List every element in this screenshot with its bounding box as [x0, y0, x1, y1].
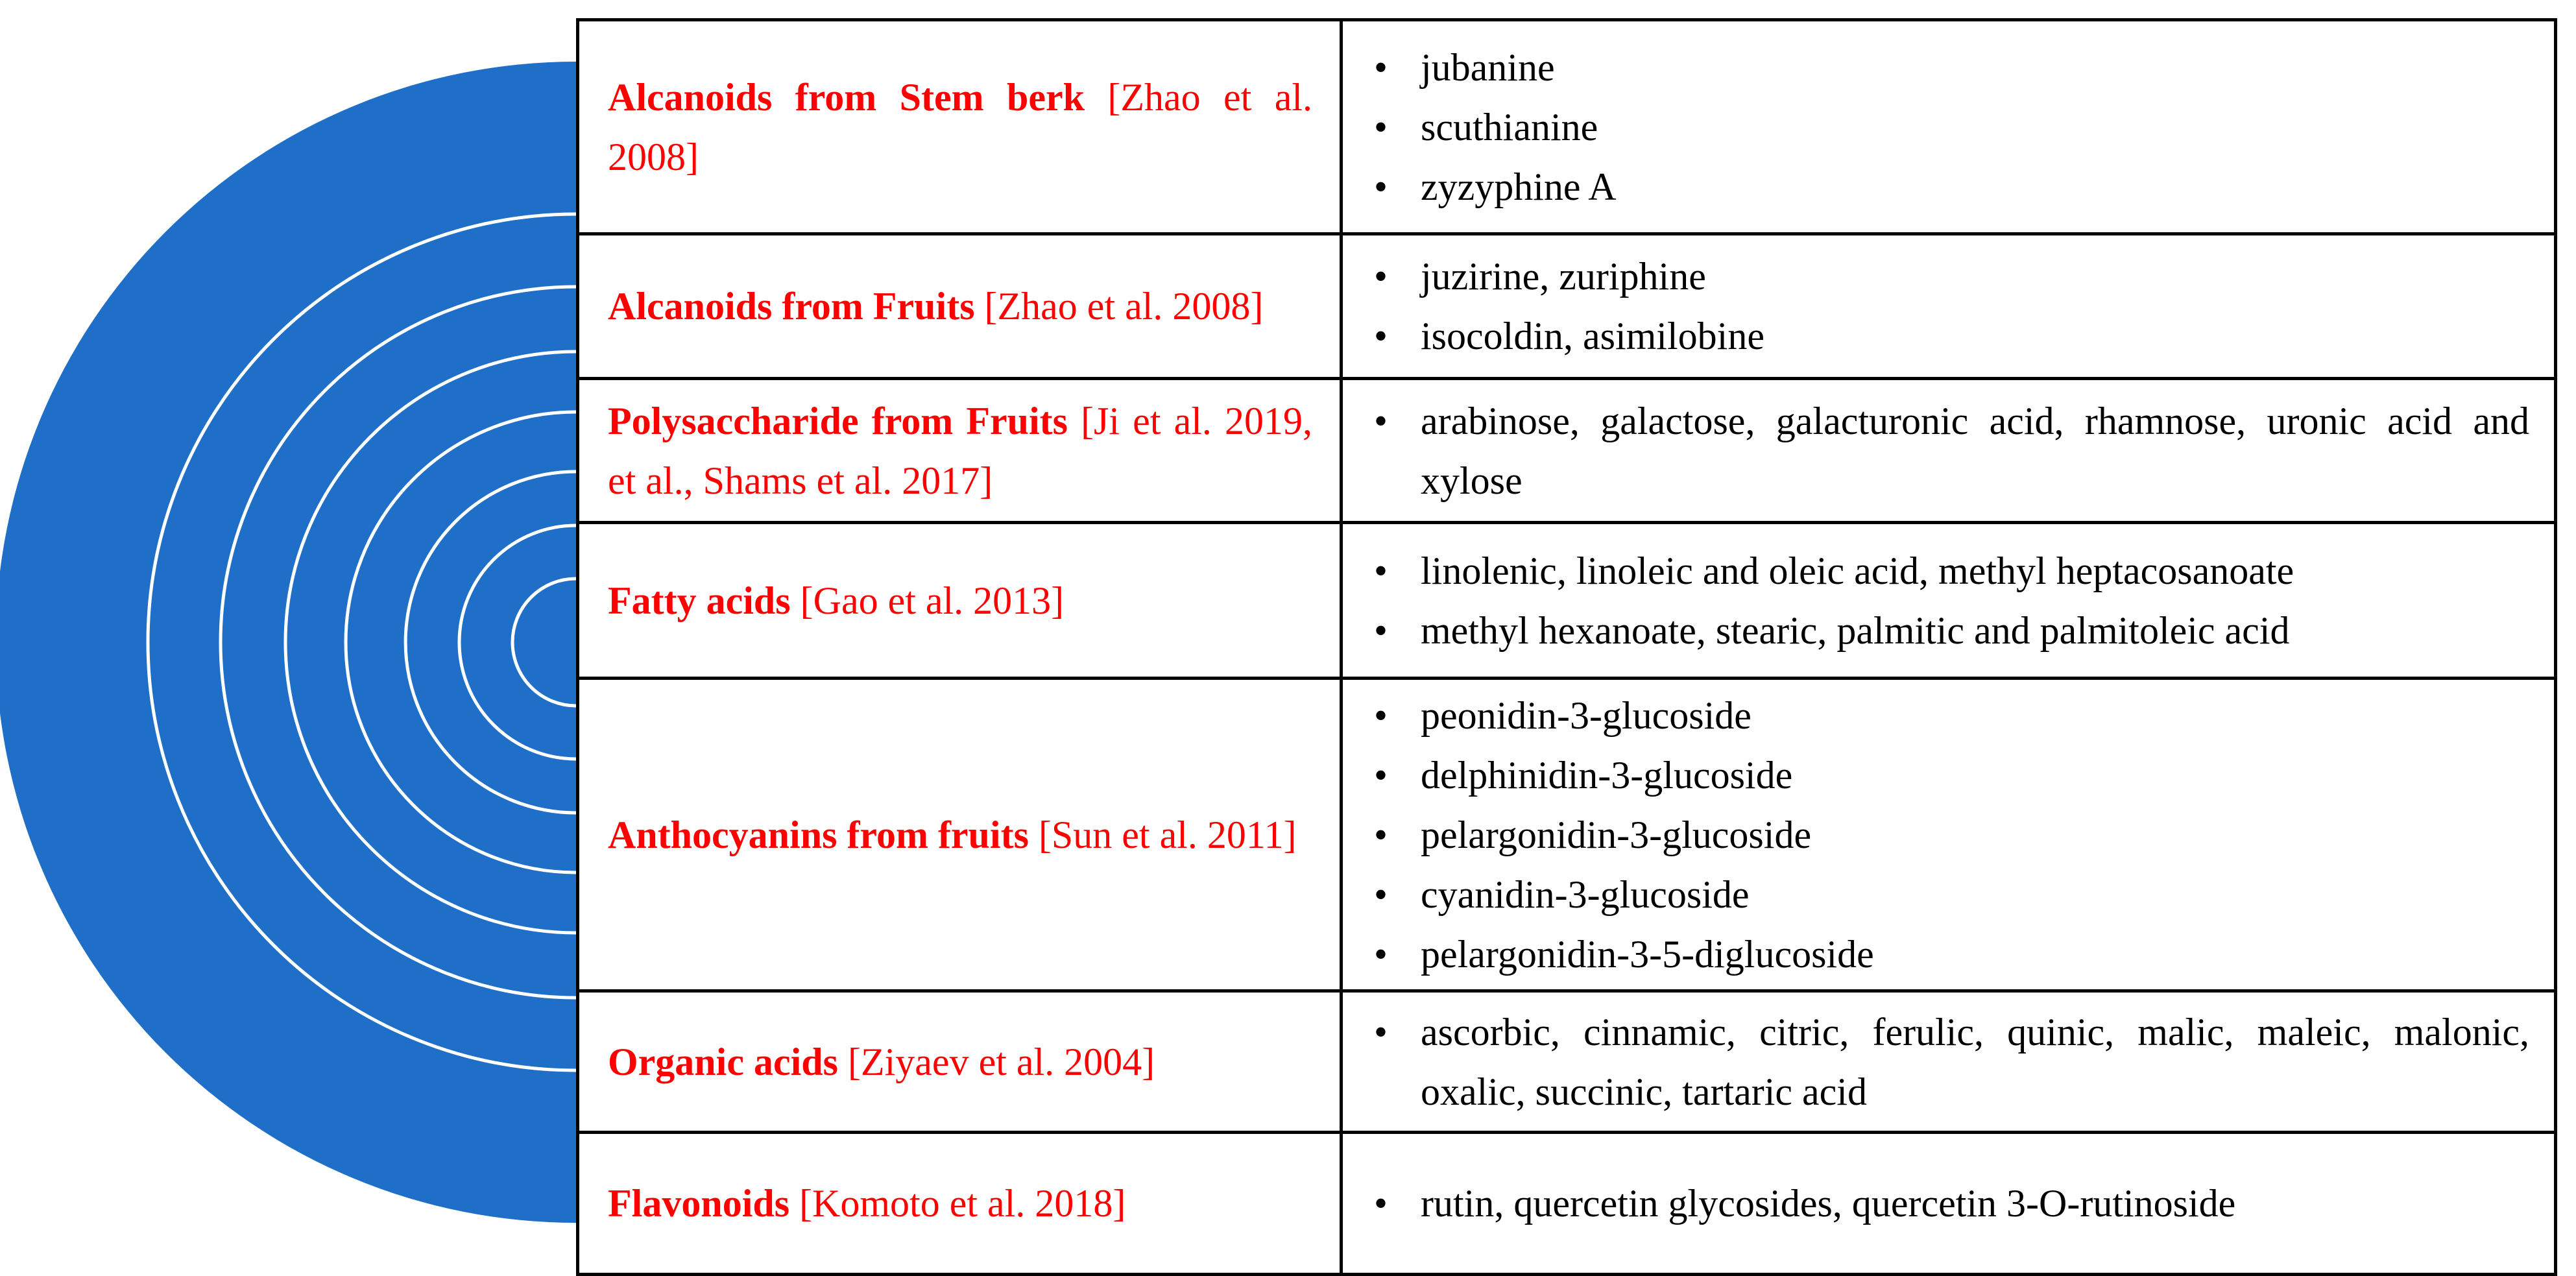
category-reference: [Komoto et al. 2018]	[799, 1182, 1126, 1225]
compound-list-item: • delphinidin-3-glucoside	[1421, 745, 2529, 805]
compound-list-item: • arabinose, galactose, galacturonic acid, rhamnose, uronic acid and xylose	[1421, 391, 2529, 511]
table-row	[578, 523, 2556, 679]
compound-list-item: • pelargonidin-3-5-diglucoside	[1421, 924, 2529, 984]
compound-table	[576, 18, 2557, 1276]
compounds-cell	[1342, 1133, 2556, 1275]
compound-list-item: • cyanidin-3-glucoside	[1421, 865, 2529, 924]
compound-list	[1421, 247, 2529, 366]
compound-list-item: • ascorbic, cinnamic, citric, ferulic, quinic, malic, maleic, malonic, oxalic, succinic, tartaric acid	[1421, 1002, 2529, 1122]
compound-list-item: • methyl hexanoate, stearic, palmitic and palmitoleic acid	[1421, 601, 2529, 660]
category-cell	[578, 234, 1342, 379]
compound-list	[1421, 1174, 2529, 1233]
category-cell	[578, 679, 1342, 991]
compound-table-body	[578, 20, 2556, 1275]
category-name: Alcanoids from Fruits	[608, 285, 975, 328]
compounds-cell	[1342, 234, 2556, 379]
compound-list-item: • scuthianine	[1421, 97, 2529, 157]
category-cell	[578, 1133, 1342, 1275]
compounds-cell	[1342, 379, 2556, 523]
table-row	[578, 20, 2556, 234]
table-row	[578, 234, 2556, 379]
category-cell	[578, 523, 1342, 679]
table-row	[578, 1133, 2556, 1275]
category-cell	[578, 379, 1342, 523]
category-cell	[578, 991, 1342, 1133]
compounds-cell	[1342, 991, 2556, 1133]
compound-list-item: • linolenic, linoleic and oleic acid, methyl heptacosanoate	[1421, 541, 2529, 601]
category-name: Anthocyanins from fruits	[608, 813, 1029, 856]
compounds-cell	[1342, 20, 2556, 234]
category-reference: [Ziyaev et al. 2004]	[848, 1040, 1155, 1083]
category-cell	[578, 20, 1342, 234]
category-reference: [Zhao et al. 2008]	[984, 285, 1264, 328]
category-name: Alcanoids from Stem berk	[608, 75, 1085, 119]
table-row	[578, 679, 2556, 991]
compound-list-item: • jubanine	[1421, 38, 2529, 97]
compound-list	[1421, 1002, 2529, 1122]
category-reference: [Sun et al. 2011]	[1038, 813, 1297, 856]
compound-list-item: • peonidin-3-glucoside	[1421, 686, 2529, 745]
compound-list-item: • pelargonidin-3-glucoside	[1421, 805, 2529, 865]
category-name: Flavonoids	[608, 1182, 790, 1225]
category-name: Polysaccharide from Fruits	[608, 399, 1068, 442]
outer-half-disc	[0, 62, 576, 1223]
compounds-cell	[1342, 679, 2556, 991]
table-row	[578, 379, 2556, 523]
compound-list	[1421, 686, 2529, 984]
compound-table-container	[576, 18, 2557, 1276]
compound-list	[1421, 391, 2529, 511]
category-reference: [Ji et al. 2019, et al., Shams et al. 2017]	[608, 399, 1312, 502]
compound-list-item: • zyzyphine A	[1421, 157, 2529, 217]
category-name: Organic acids	[608, 1040, 838, 1083]
compound-list	[1421, 38, 2529, 217]
table-row	[578, 991, 2556, 1133]
category-reference: [Zhao et al. 2008]	[608, 75, 1313, 178]
category-name: Fatty acids	[608, 579, 791, 622]
compound-list-item: • rutin, quercetin glycosides, quercetin 3-O-rutinoside	[1421, 1174, 2529, 1233]
compounds-cell	[1342, 523, 2556, 679]
compound-list	[1421, 541, 2529, 660]
compound-list-item: • isocoldin, asimilobine	[1421, 306, 2529, 366]
compound-list-item: • juzirine, zuriphine	[1421, 247, 2529, 306]
category-reference: [Gao et al. 2013]	[800, 579, 1065, 622]
